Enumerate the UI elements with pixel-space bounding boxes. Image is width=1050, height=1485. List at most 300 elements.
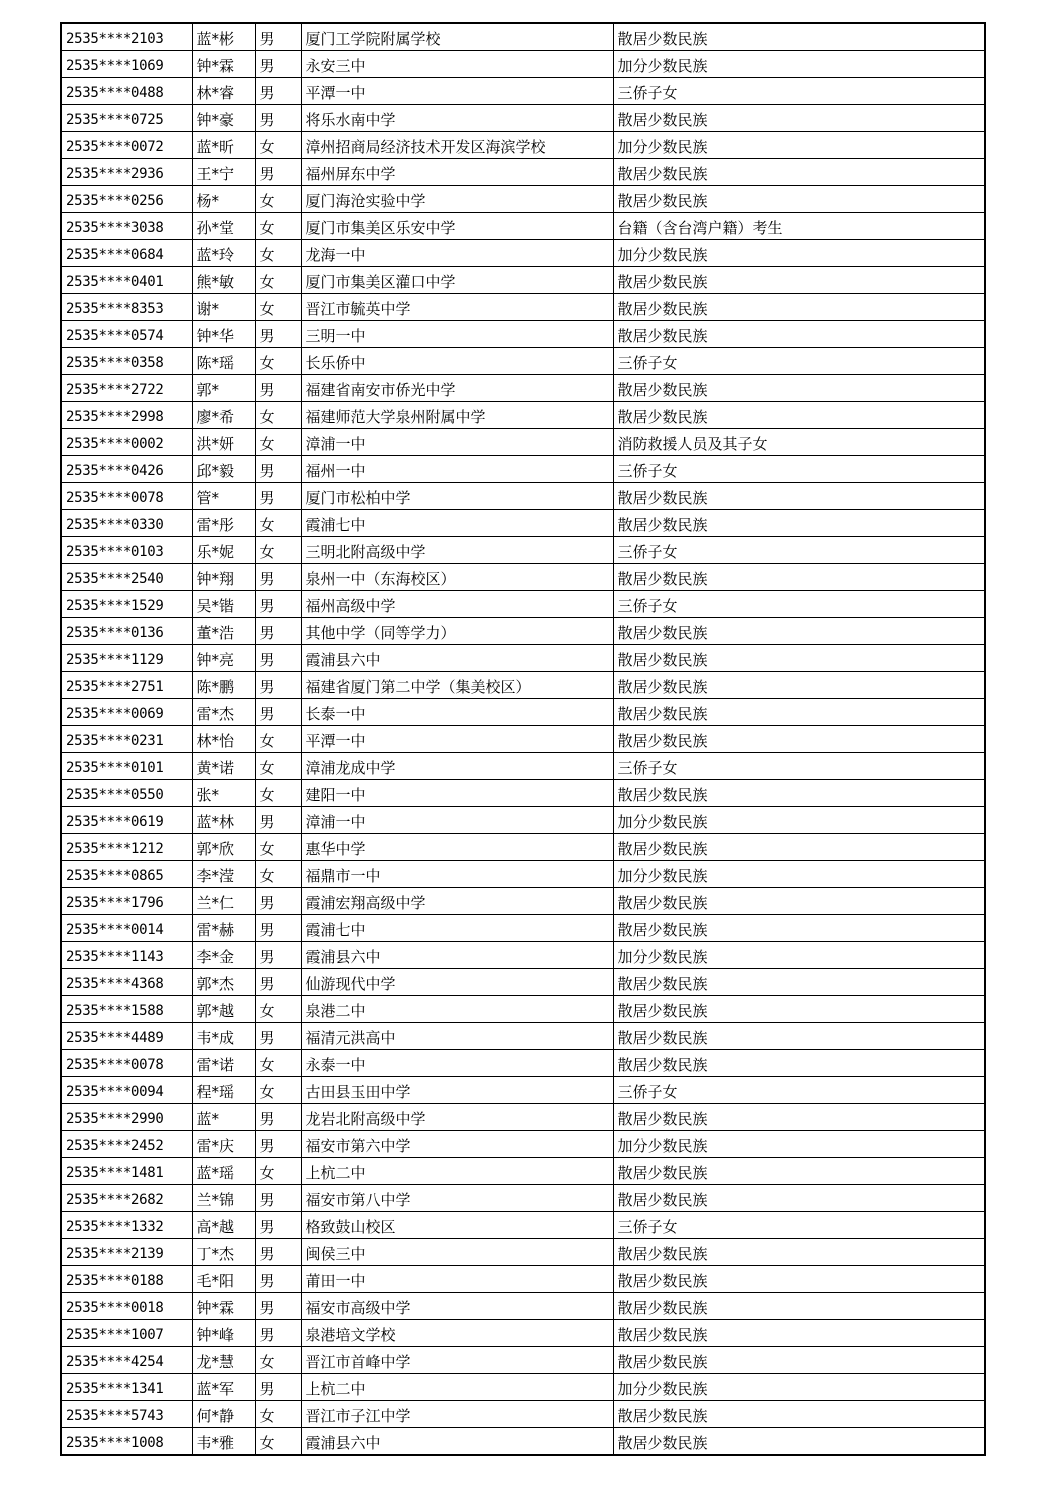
category-cell: 散居少数民族 xyxy=(613,159,985,186)
table-row xyxy=(61,753,985,780)
student-name-cell: 李*滢 xyxy=(192,861,255,888)
exam-number-cell: 2535****1008 xyxy=(61,1428,192,1456)
exam-number-cell: 2535****1341 xyxy=(61,1374,192,1401)
exam-number-cell: 2535****0358 xyxy=(61,348,192,375)
table-row xyxy=(61,105,985,132)
student-name-cell: 程*瑶 xyxy=(192,1077,255,1104)
exam-number-cell: 2535****4254 xyxy=(61,1347,192,1374)
exam-number-cell: 2535****0550 xyxy=(61,780,192,807)
gender-cell: 男 xyxy=(255,672,301,699)
exam-number-cell: 2535****8353 xyxy=(61,294,192,321)
category-cell: 散居少数民族 xyxy=(613,1239,985,1266)
school-cell: 福建省厦门第二中学（集美校区） xyxy=(301,672,613,699)
student-name-cell: 陈*鹏 xyxy=(192,672,255,699)
roster-table xyxy=(60,22,986,1456)
school-cell: 漳浦龙成中学 xyxy=(301,753,613,780)
exam-number-cell: 2535****0231 xyxy=(61,726,192,753)
category-cell: 散居少数民族 xyxy=(613,888,985,915)
school-cell: 龙海一中 xyxy=(301,240,613,267)
table-row xyxy=(61,483,985,510)
category-cell: 散居少数民族 xyxy=(613,267,985,294)
table-row xyxy=(61,915,985,942)
table-row xyxy=(61,942,985,969)
student-name-cell: 熊*敏 xyxy=(192,267,255,294)
category-cell: 台籍（含台湾户籍）考生 xyxy=(613,213,985,240)
gender-cell: 男 xyxy=(255,699,301,726)
gender-cell: 男 xyxy=(255,23,301,51)
student-name-cell: 张* xyxy=(192,780,255,807)
category-cell: 散居少数民族 xyxy=(613,726,985,753)
exam-number-cell: 2535****0574 xyxy=(61,321,192,348)
student-name-cell: 雷*诺 xyxy=(192,1050,255,1077)
student-name-cell: 蓝*瑶 xyxy=(192,1158,255,1185)
school-cell: 福安市高级中学 xyxy=(301,1293,613,1320)
gender-cell: 女 xyxy=(255,996,301,1023)
school-cell: 厦门市集美区乐安中学 xyxy=(301,213,613,240)
gender-cell: 男 xyxy=(255,1293,301,1320)
table-row xyxy=(61,672,985,699)
table-row xyxy=(61,969,985,996)
student-name-cell: 郭* xyxy=(192,375,255,402)
category-cell: 三侨子女 xyxy=(613,1212,985,1239)
school-cell: 永泰一中 xyxy=(301,1050,613,1077)
exam-number-cell: 2535****0002 xyxy=(61,429,192,456)
school-cell: 晋江市首峰中学 xyxy=(301,1347,613,1374)
student-name-cell: 蓝*玲 xyxy=(192,240,255,267)
table-row xyxy=(61,159,985,186)
table-row xyxy=(61,564,985,591)
student-name-cell: 管* xyxy=(192,483,255,510)
gender-cell: 男 xyxy=(255,645,301,672)
school-cell: 晋江市毓英中学 xyxy=(301,294,613,321)
student-name-cell: 钟*霖 xyxy=(192,1293,255,1320)
table-row xyxy=(61,78,985,105)
table-row xyxy=(61,240,985,267)
student-name-cell: 雷*庆 xyxy=(192,1131,255,1158)
student-name-cell: 龙*慧 xyxy=(192,1347,255,1374)
category-cell: 加分少数民族 xyxy=(613,51,985,78)
school-cell: 霞浦七中 xyxy=(301,510,613,537)
category-cell: 散居少数民族 xyxy=(613,699,985,726)
exam-number-cell: 2535****0101 xyxy=(61,753,192,780)
student-name-cell: 蓝* xyxy=(192,1104,255,1131)
school-cell: 厦门工学院附属学校 xyxy=(301,23,613,51)
table-row xyxy=(61,1266,985,1293)
category-cell: 散居少数民族 xyxy=(613,105,985,132)
school-cell: 厦门市松柏中学 xyxy=(301,483,613,510)
category-cell: 散居少数民族 xyxy=(613,294,985,321)
table-row xyxy=(61,402,985,429)
student-name-cell: 乐*妮 xyxy=(192,537,255,564)
student-name-cell: 蓝*彬 xyxy=(192,23,255,51)
school-cell: 福州一中 xyxy=(301,456,613,483)
gender-cell: 男 xyxy=(255,51,301,78)
category-cell: 散居少数民族 xyxy=(613,780,985,807)
gender-cell: 女 xyxy=(255,510,301,537)
table-row xyxy=(61,618,985,645)
exam-number-cell: 2535****0136 xyxy=(61,618,192,645)
category-cell: 三侨子女 xyxy=(613,591,985,618)
student-name-cell: 王*宁 xyxy=(192,159,255,186)
student-name-cell: 林*睿 xyxy=(192,78,255,105)
gender-cell: 男 xyxy=(255,375,301,402)
student-name-cell: 郭*越 xyxy=(192,996,255,1023)
school-cell: 福安市第八中学 xyxy=(301,1185,613,1212)
school-cell: 长泰一中 xyxy=(301,699,613,726)
category-cell: 散居少数民族 xyxy=(613,672,985,699)
category-cell: 散居少数民族 xyxy=(613,564,985,591)
gender-cell: 男 xyxy=(255,1104,301,1131)
school-cell: 漳浦一中 xyxy=(301,429,613,456)
student-name-cell: 廖*希 xyxy=(192,402,255,429)
school-cell: 建阳一中 xyxy=(301,780,613,807)
table-row xyxy=(61,996,985,1023)
student-name-cell: 钟*峰 xyxy=(192,1320,255,1347)
gender-cell: 男 xyxy=(255,1131,301,1158)
exam-number-cell: 2535****0188 xyxy=(61,1266,192,1293)
gender-cell: 女 xyxy=(255,294,301,321)
exam-number-cell: 2535****4368 xyxy=(61,969,192,996)
student-name-cell: 雷*彤 xyxy=(192,510,255,537)
exam-number-cell: 2535****0619 xyxy=(61,807,192,834)
exam-number-cell: 2535****0684 xyxy=(61,240,192,267)
student-name-cell: 钟*霖 xyxy=(192,51,255,78)
table-row xyxy=(61,1374,985,1401)
school-cell: 福清元洪高中 xyxy=(301,1023,613,1050)
category-cell: 散居少数民族 xyxy=(613,834,985,861)
category-cell: 散居少数民族 xyxy=(613,1347,985,1374)
exam-number-cell: 2535****2682 xyxy=(61,1185,192,1212)
exam-number-cell: 2535****4489 xyxy=(61,1023,192,1050)
table-row xyxy=(61,1077,985,1104)
student-name-cell: 洪*妍 xyxy=(192,429,255,456)
category-cell: 三侨子女 xyxy=(613,537,985,564)
gender-cell: 男 xyxy=(255,1320,301,1347)
category-cell: 散居少数民族 xyxy=(613,915,985,942)
gender-cell: 男 xyxy=(255,915,301,942)
school-cell: 福鼎市一中 xyxy=(301,861,613,888)
school-cell: 厦门海沧实验中学 xyxy=(301,186,613,213)
gender-cell: 女 xyxy=(255,1050,301,1077)
table-row xyxy=(61,591,985,618)
exam-number-cell: 2535****0725 xyxy=(61,105,192,132)
student-name-cell: 吴*锴 xyxy=(192,591,255,618)
exam-number-cell: 2535****0069 xyxy=(61,699,192,726)
gender-cell: 女 xyxy=(255,240,301,267)
table-row xyxy=(61,1401,985,1428)
student-name-cell: 丁*杰 xyxy=(192,1239,255,1266)
category-cell: 散居少数民族 xyxy=(613,186,985,213)
category-cell: 三侨子女 xyxy=(613,348,985,375)
student-name-cell: 蓝*军 xyxy=(192,1374,255,1401)
exam-number-cell: 2535****3038 xyxy=(61,213,192,240)
school-cell: 三明一中 xyxy=(301,321,613,348)
category-cell: 三侨子女 xyxy=(613,753,985,780)
exam-number-cell: 2535****0078 xyxy=(61,1050,192,1077)
school-cell: 福州屏东中学 xyxy=(301,159,613,186)
student-name-cell: 兰*仁 xyxy=(192,888,255,915)
school-cell: 格致鼓山校区 xyxy=(301,1212,613,1239)
table-row xyxy=(61,726,985,753)
school-cell: 莆田一中 xyxy=(301,1266,613,1293)
school-cell: 霞浦宏翔高级中学 xyxy=(301,888,613,915)
student-name-cell: 何*静 xyxy=(192,1401,255,1428)
gender-cell: 男 xyxy=(255,888,301,915)
table-row xyxy=(61,348,985,375)
table-row xyxy=(61,294,985,321)
category-cell: 三侨子女 xyxy=(613,456,985,483)
category-cell: 散居少数民族 xyxy=(613,1158,985,1185)
gender-cell: 男 xyxy=(255,105,301,132)
category-cell: 散居少数民族 xyxy=(613,1401,985,1428)
school-cell: 古田县玉田中学 xyxy=(301,1077,613,1104)
table-row xyxy=(61,645,985,672)
exam-number-cell: 2535****2722 xyxy=(61,375,192,402)
school-cell: 其他中学（同等学力） xyxy=(301,618,613,645)
school-cell: 三明北附高级中学 xyxy=(301,537,613,564)
table-row xyxy=(61,1320,985,1347)
table-row xyxy=(61,429,985,456)
exam-number-cell: 2535****2139 xyxy=(61,1239,192,1266)
exam-number-cell: 2535****2540 xyxy=(61,564,192,591)
gender-cell: 女 xyxy=(255,780,301,807)
table-row xyxy=(61,1293,985,1320)
table-row xyxy=(61,1131,985,1158)
exam-number-cell: 2535****2990 xyxy=(61,1104,192,1131)
table-row xyxy=(61,456,985,483)
table-row xyxy=(61,186,985,213)
exam-number-cell: 2535****1588 xyxy=(61,996,192,1023)
gender-cell: 男 xyxy=(255,1185,301,1212)
category-cell: 散居少数民族 xyxy=(613,510,985,537)
category-cell: 散居少数民族 xyxy=(613,1428,985,1456)
category-cell: 散居少数民族 xyxy=(613,1050,985,1077)
table-row xyxy=(61,537,985,564)
gender-cell: 女 xyxy=(255,1401,301,1428)
student-name-cell: 钟*翔 xyxy=(192,564,255,591)
school-cell: 长乐侨中 xyxy=(301,348,613,375)
table-row xyxy=(61,699,985,726)
table-row xyxy=(61,1185,985,1212)
gender-cell: 男 xyxy=(255,321,301,348)
student-name-cell: 郭*杰 xyxy=(192,969,255,996)
table-row xyxy=(61,1428,985,1456)
school-cell: 霞浦七中 xyxy=(301,915,613,942)
table-row xyxy=(61,213,985,240)
category-cell: 散居少数民族 xyxy=(613,1104,985,1131)
student-name-cell: 高*越 xyxy=(192,1212,255,1239)
student-name-cell: 韦*成 xyxy=(192,1023,255,1050)
school-cell: 漳州招商局经济技术开发区海滨学校 xyxy=(301,132,613,159)
table-row xyxy=(61,834,985,861)
category-cell: 散居少数民族 xyxy=(613,375,985,402)
gender-cell: 女 xyxy=(255,861,301,888)
exam-number-cell: 2535****0094 xyxy=(61,1077,192,1104)
gender-cell: 女 xyxy=(255,753,301,780)
exam-number-cell: 2535****2751 xyxy=(61,672,192,699)
exam-number-cell: 2535****0103 xyxy=(61,537,192,564)
gender-cell: 男 xyxy=(255,456,301,483)
gender-cell: 女 xyxy=(255,132,301,159)
exam-number-cell: 2535****0330 xyxy=(61,510,192,537)
school-cell: 泉港二中 xyxy=(301,996,613,1023)
exam-number-cell: 2535****1796 xyxy=(61,888,192,915)
category-cell: 加分少数民族 xyxy=(613,132,985,159)
gender-cell: 男 xyxy=(255,1374,301,1401)
gender-cell: 女 xyxy=(255,429,301,456)
table-row xyxy=(61,51,985,78)
table-row xyxy=(61,1050,985,1077)
student-name-cell: 钟*华 xyxy=(192,321,255,348)
school-cell: 福建师范大学泉州附属中学 xyxy=(301,402,613,429)
category-cell: 散居少数民族 xyxy=(613,402,985,429)
gender-cell: 男 xyxy=(255,483,301,510)
table-row xyxy=(61,780,985,807)
gender-cell: 女 xyxy=(255,402,301,429)
gender-cell: 男 xyxy=(255,1239,301,1266)
category-cell: 散居少数民族 xyxy=(613,321,985,348)
school-cell: 福安市第六中学 xyxy=(301,1131,613,1158)
table-row xyxy=(61,267,985,294)
student-name-cell: 蓝*昕 xyxy=(192,132,255,159)
school-cell: 平潭一中 xyxy=(301,78,613,105)
school-cell: 闽侯三中 xyxy=(301,1239,613,1266)
school-cell: 龙岩北附高级中学 xyxy=(301,1104,613,1131)
exam-number-cell: 2535****0426 xyxy=(61,456,192,483)
student-name-cell: 毛*阳 xyxy=(192,1266,255,1293)
table-row xyxy=(61,1023,985,1050)
student-name-cell: 钟*豪 xyxy=(192,105,255,132)
table-row xyxy=(61,510,985,537)
gender-cell: 女 xyxy=(255,537,301,564)
student-name-cell: 孙*堂 xyxy=(192,213,255,240)
table-row xyxy=(61,132,985,159)
category-cell: 加分少数民族 xyxy=(613,1131,985,1158)
gender-cell: 男 xyxy=(255,159,301,186)
gender-cell: 女 xyxy=(255,1077,301,1104)
category-cell: 消防救援人员及其子女 xyxy=(613,429,985,456)
table-row xyxy=(61,1158,985,1185)
student-name-cell: 兰*锦 xyxy=(192,1185,255,1212)
table-row xyxy=(61,23,985,51)
category-cell: 加分少数民族 xyxy=(613,861,985,888)
gender-cell: 女 xyxy=(255,267,301,294)
gender-cell: 男 xyxy=(255,618,301,645)
gender-cell: 男 xyxy=(255,78,301,105)
category-cell: 散居少数民族 xyxy=(613,618,985,645)
exam-number-cell: 2535****1332 xyxy=(61,1212,192,1239)
student-name-cell: 雷*杰 xyxy=(192,699,255,726)
exam-number-cell: 2535****0014 xyxy=(61,915,192,942)
category-cell: 散居少数民族 xyxy=(613,645,985,672)
exam-number-cell: 2535****0256 xyxy=(61,186,192,213)
table-row xyxy=(61,1239,985,1266)
gender-cell: 女 xyxy=(255,1158,301,1185)
category-cell: 散居少数民族 xyxy=(613,1023,985,1050)
school-cell: 平潭一中 xyxy=(301,726,613,753)
student-name-cell: 李*金 xyxy=(192,942,255,969)
school-cell: 泉州一中（东海校区） xyxy=(301,564,613,591)
gender-cell: 男 xyxy=(255,564,301,591)
gender-cell: 女 xyxy=(255,726,301,753)
gender-cell: 男 xyxy=(255,591,301,618)
exam-number-cell: 2535****5743 xyxy=(61,1401,192,1428)
category-cell: 散居少数民族 xyxy=(613,996,985,1023)
exam-number-cell: 2535****0018 xyxy=(61,1293,192,1320)
student-name-cell: 林*怡 xyxy=(192,726,255,753)
gender-cell: 女 xyxy=(255,213,301,240)
table-row xyxy=(61,321,985,348)
school-cell: 晋江市子江中学 xyxy=(301,1401,613,1428)
gender-cell: 男 xyxy=(255,969,301,996)
category-cell: 三侨子女 xyxy=(613,78,985,105)
exam-number-cell: 2535****2998 xyxy=(61,402,192,429)
gender-cell: 女 xyxy=(255,186,301,213)
school-cell: 霞浦县六中 xyxy=(301,645,613,672)
exam-number-cell: 2535****1069 xyxy=(61,51,192,78)
school-cell: 霞浦县六中 xyxy=(301,942,613,969)
gender-cell: 男 xyxy=(255,1023,301,1050)
category-cell: 加分少数民族 xyxy=(613,942,985,969)
student-name-cell: 郭*欣 xyxy=(192,834,255,861)
school-cell: 仙游现代中学 xyxy=(301,969,613,996)
exam-number-cell: 2535****1212 xyxy=(61,834,192,861)
category-cell: 散居少数民族 xyxy=(613,1185,985,1212)
category-cell: 加分少数民族 xyxy=(613,240,985,267)
table-row xyxy=(61,1212,985,1239)
exam-number-cell: 2535****2103 xyxy=(61,23,192,51)
gender-cell: 男 xyxy=(255,942,301,969)
school-cell: 福州高级中学 xyxy=(301,591,613,618)
student-name-cell: 钟*亮 xyxy=(192,645,255,672)
school-cell: 霞浦县六中 xyxy=(301,1428,613,1456)
school-cell: 上杭二中 xyxy=(301,1374,613,1401)
table-row xyxy=(61,888,985,915)
gender-cell: 女 xyxy=(255,1347,301,1374)
exam-number-cell: 2535****0078 xyxy=(61,483,192,510)
student-name-cell: 蓝*林 xyxy=(192,807,255,834)
student-name-cell: 邱*毅 xyxy=(192,456,255,483)
exam-number-cell: 2535****1143 xyxy=(61,942,192,969)
category-cell: 散居少数民族 xyxy=(613,1320,985,1347)
category-cell: 散居少数民族 xyxy=(613,1266,985,1293)
school-cell: 漳浦一中 xyxy=(301,807,613,834)
category-cell: 散居少数民族 xyxy=(613,1293,985,1320)
table-row xyxy=(61,375,985,402)
exam-number-cell: 2535****0072 xyxy=(61,132,192,159)
exam-number-cell: 2535****1129 xyxy=(61,645,192,672)
school-cell: 泉港培文学校 xyxy=(301,1320,613,1347)
category-cell: 加分少数民族 xyxy=(613,1374,985,1401)
school-cell: 将乐水南中学 xyxy=(301,105,613,132)
student-name-cell: 雷*赫 xyxy=(192,915,255,942)
exam-number-cell: 2535****1481 xyxy=(61,1158,192,1185)
school-cell: 福建省南安市侨光中学 xyxy=(301,375,613,402)
table-row xyxy=(61,1347,985,1374)
exam-number-cell: 2535****0401 xyxy=(61,267,192,294)
gender-cell: 男 xyxy=(255,807,301,834)
student-name-cell: 谢* xyxy=(192,294,255,321)
exam-number-cell: 2535****1529 xyxy=(61,591,192,618)
gender-cell: 女 xyxy=(255,348,301,375)
table-row xyxy=(61,807,985,834)
school-cell: 永安三中 xyxy=(301,51,613,78)
category-cell: 散居少数民族 xyxy=(613,23,985,51)
table-row xyxy=(61,861,985,888)
category-cell: 散居少数民族 xyxy=(613,969,985,996)
gender-cell: 男 xyxy=(255,1212,301,1239)
category-cell: 加分少数民族 xyxy=(613,807,985,834)
